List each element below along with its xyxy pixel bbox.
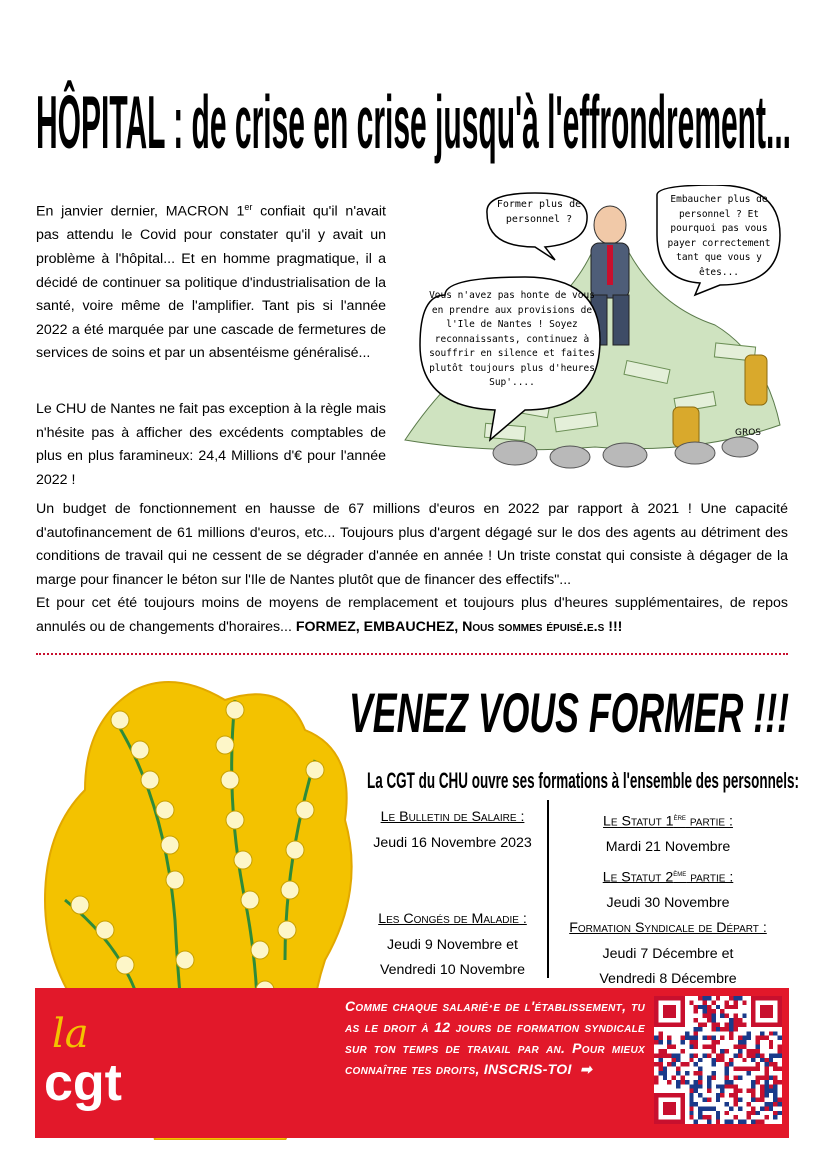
column-separator	[547, 800, 549, 978]
formations-title-text: VENEZ VOUS FORMER !!!	[349, 681, 789, 744]
qr-code-icon[interactable]	[654, 996, 782, 1124]
heading-part: Le Statut 1	[603, 813, 674, 830]
heading-sup: ème	[673, 867, 687, 878]
formation-heading: Les Congés de Maladie :	[378, 911, 527, 927]
cartoon-signature: GROS	[735, 428, 762, 438]
summer-text-a: Et pour cet été toujours moins de moyens de remplacement et toujours plus d'heures supplémentaires, de repos annulés ou de changements d'horaires...	[36, 595, 788, 635]
formation-date: Jeudi 7 Décembre et	[602, 945, 734, 962]
formations-title	[345, 658, 800, 758]
summer-text	[36, 592, 788, 639]
formation-heading	[553, 861, 783, 891]
arrow-right-icon: ➡	[575, 1061, 593, 1077]
intro-paragraph-2: Le CHU de Nantes ne fait pas exception à la règle mais n'hésite pas à afficher des excédents comptables de plus en plus faramineux: 24,4 Millions d'€ pour l'année 2022 !	[36, 401, 386, 488]
speech-bubble-3: Vous n'avez pas honte de vous en prendre aux provisions de l'Ile de Nantes ! Soyez reconnaissants, continuez à souffrir en silence et faites plutôt toujours plus d'heures Sup'....	[429, 290, 595, 388]
formation-date: Jeudi 16 Novembre 2023	[373, 834, 532, 851]
formations-subtitle	[365, 760, 805, 800]
intro-paragraph-1	[36, 196, 386, 366]
headline-text: HÔPITAL : de crise en crise jusqu'à l'effrondrement...	[36, 79, 791, 165]
cgt-logo-cgt: cgt	[44, 1054, 122, 1112]
budget-text: Un budget de fonctionnement en hausse de 67 millions d'euros en 2022 par rapport à 2021 ! Une capacité d'autofinancement de 61 millions d'euros, etc... Toujours plus d'argent dégagé sur le dos des agents au détriment des conditions de travail qui ne cessent de se dégrader d'année en année ! Un triste constat qui consiste à dégager de la marge pour financer le béton sur l'Ile de Nantes plutôt que de financer des effectifs"...	[36, 501, 788, 588]
intro-sup: er	[244, 202, 253, 212]
formation-date: Vendredi 8 Décembre	[599, 971, 737, 988]
cgt-logo	[40, 1005, 170, 1115]
slogan: FORMEZ, EMBAUCHEZ, Nous sommes épuisé.e.s !!!	[295, 618, 623, 635]
formation-date: Jeudi 9 Novembre et	[387, 936, 518, 953]
heading-part: Le Statut 2	[602, 869, 674, 886]
intro-paragraph-3	[36, 498, 788, 640]
formation-heading: Le Bulletin de Salaire :	[380, 809, 525, 825]
formation-heading: Formation Syndicale de Départ :	[569, 920, 767, 937]
formation-heading	[553, 805, 783, 835]
divider	[36, 653, 788, 655]
banner-message: Comme chaque salarié·e de l'établissement, tu as le droit à 12 jours de formation syndicale sur ton temps de travail par an. Pour mieux connaître tes droits, INSCRIS-TOI	[345, 998, 645, 1077]
headline	[36, 58, 796, 178]
formation-date: Mardi 21 Novembre	[605, 839, 731, 856]
heading-part: partie :	[685, 813, 733, 830]
formations-subtitle-text: La CGT du CHU ouvre ses formations à l'ensemble des personnels:	[367, 768, 799, 793]
cartoon-illustration	[395, 185, 785, 485]
formation-date: Jeudi 30 Novembre	[606, 894, 730, 911]
formations-left-column	[360, 805, 545, 984]
formations-right-column	[553, 805, 783, 993]
banner-text	[345, 996, 645, 1080]
speech-bubble-1: Former plus de personnel ?	[496, 199, 582, 225]
intro-text-cont: confiait qu'il n'avait pas attendu le Covid pour constater qu'il y avait un problème à l'hôpital... Et en homme pragmatique, il a décidé de continuer sa politique d'industrialisation de la santé, voire même de l'amplifier. Tant pis si l'année 2022 a été marquée par une cascade de fermetures de services de soins et par un absentéisme généralisé...	[36, 203, 387, 362]
speech-bubble-2: Embaucher plus de personnel ? Et pourquoi pas vous payer correctement tant que vous y êtes...	[667, 194, 771, 278]
heading-part: partie :	[686, 869, 734, 886]
cgt-logo-la: la	[52, 1011, 89, 1057]
formation-date: Vendredi 10 Novembre	[379, 962, 526, 978]
intro-text: En janvier dernier, MACRON 1	[36, 203, 245, 220]
heading-sup: ère	[673, 812, 686, 822]
